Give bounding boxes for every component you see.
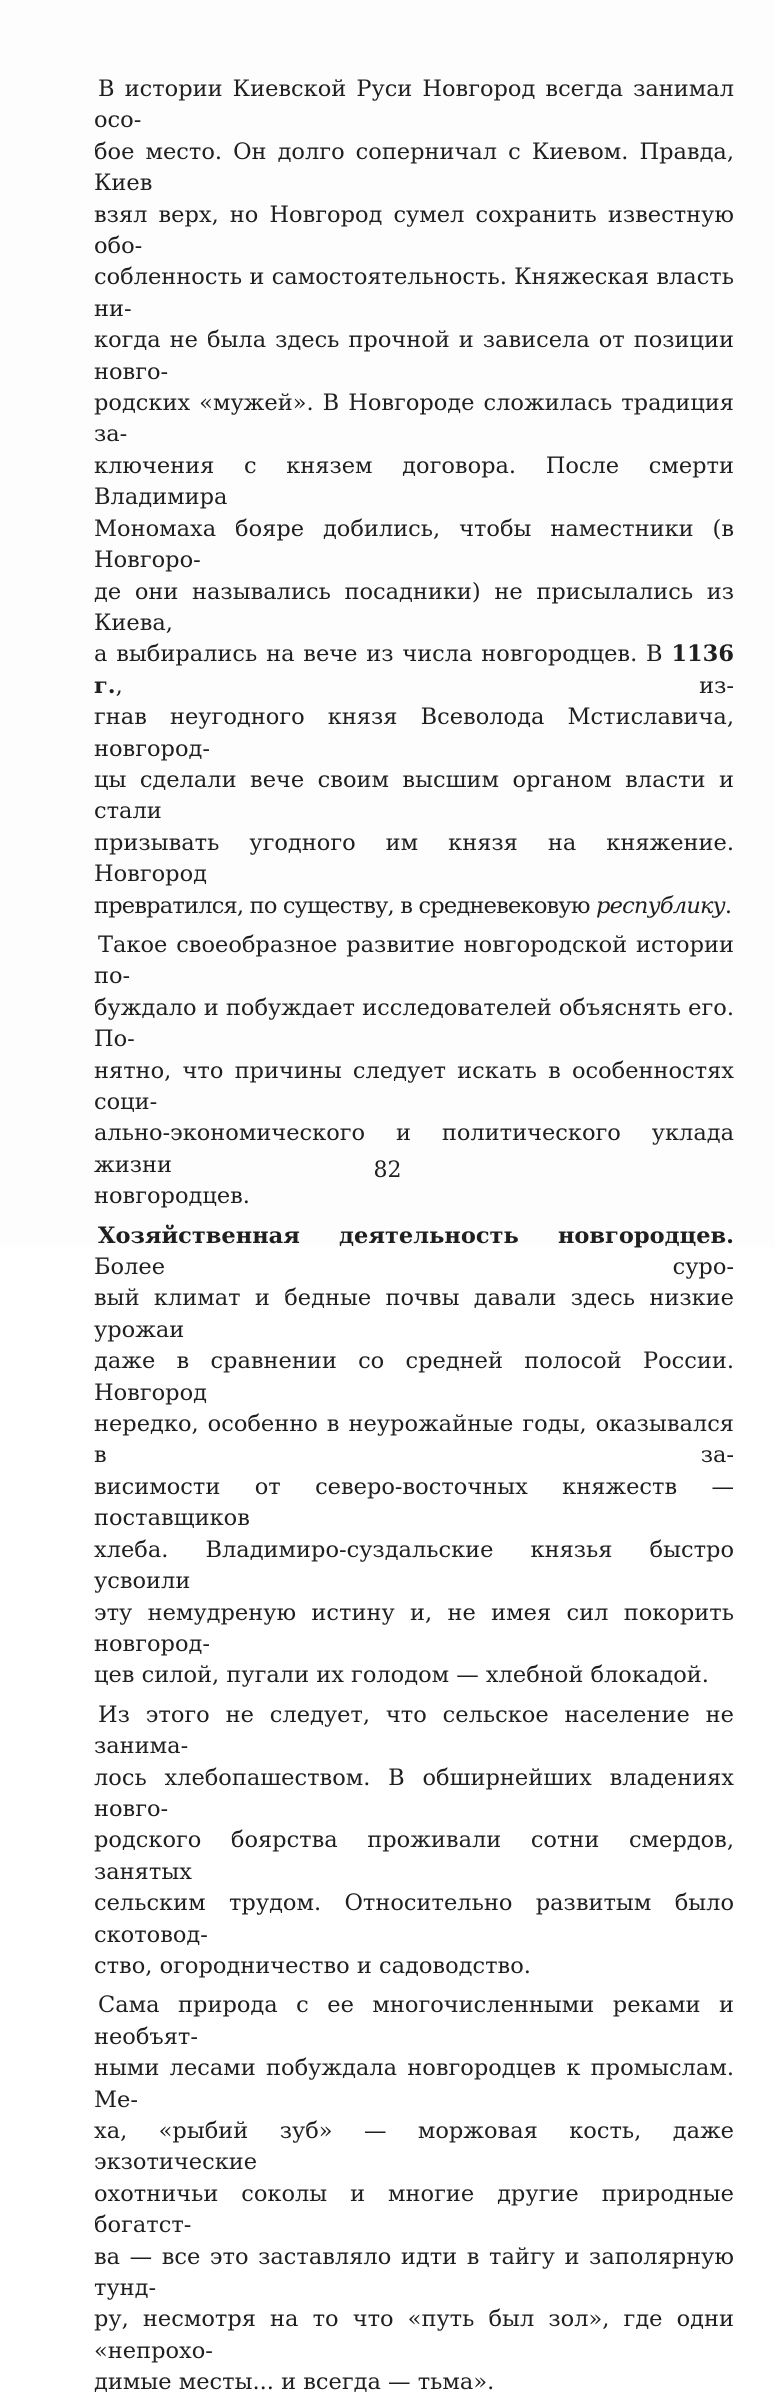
- text-line: ными лесами побуждала новгородцев к промыслам. Ме-: [94, 2055, 734, 2113]
- text-line: взял верх, но Новгород сумел сохранить известную обо-: [94, 201, 734, 260]
- text-line: родского боярства проживали сотни смердов, занятых: [94, 1827, 734, 1885]
- text-line: призывать угодного им князя на княжение. Новгород: [94, 829, 734, 888]
- text-line: сельским трудом. Относительно развитым было скотовод-: [94, 1890, 734, 1948]
- bold-year: 1136 г.: [94, 641, 734, 699]
- text-line: [94, 1221, 734, 1284]
- text-line: цы сделали вече своим высшим органом власти и стали: [94, 766, 734, 825]
- paragraph-agriculture: [94, 1700, 734, 1983]
- text-line: Такое своеобразное развитие новгородской истории по-: [94, 931, 734, 990]
- page-number: 82: [373, 1158, 402, 1183]
- text-line: [94, 891, 734, 922]
- text-line: В истории Киевской Руси Новгород всегда занимал осо-: [94, 76, 734, 134]
- text-fragment: .: [724, 892, 732, 919]
- text-line: собленность и самостоятельность. Княжеская власть ни-: [94, 264, 734, 322]
- text-line: охотничьи соколы и многие другие природные богатст-: [94, 2180, 734, 2239]
- text-line: ва — все это заставляло идти в тайгу и заполярную тунд-: [94, 2243, 734, 2302]
- text-line: бое место. Он долго соперничал с Киевом. Правда, Киев: [94, 138, 734, 197]
- text-line: димые месты... и всегда — тьма».: [94, 2369, 495, 2396]
- text-line: когда не была здесь прочной и зависела от позиции новго-: [94, 327, 734, 385]
- section-heading: Хозяйственная деятельность новгородцев.: [98, 1222, 734, 1249]
- text-fragment: , из-: [115, 672, 734, 699]
- text-line: Сама природа с ее многочисленными реками и необъят-: [94, 1992, 734, 2050]
- text-line: висимости от северо-восточных княжеств — поставщиков: [94, 1473, 734, 1532]
- text-line: вый климат и бедные почвы давали здесь низкие урожаи: [94, 1285, 734, 1343]
- text-fragment: превратился, по существу, в средневековую: [94, 892, 597, 919]
- italic-word: республику: [596, 892, 725, 919]
- text-line: даже в сравнении со средней полосой России. Новгород: [94, 1348, 734, 1406]
- paragraph-crafts: [94, 1990, 734, 2398]
- text-line: нятно, что причины следует искать в особенностях соци-: [94, 1057, 734, 1115]
- text-line: цев силой, пугали их голодом — хлебной блокадой.: [94, 1662, 709, 1689]
- text-line: ключения с князем договора. После смерти Владимира: [94, 452, 734, 511]
- page-text: [94, 74, 734, 2399]
- text-line: новгородцев.: [94, 1183, 250, 1210]
- text-line: ру, несмотря на то что «путь был зол», где одни «непрохо-: [94, 2306, 734, 2364]
- text-line: [94, 639, 734, 702]
- text-line: родских «мужей». В Новгороде сложилась традиция за-: [94, 390, 734, 448]
- text-line: ально-экономического и политического уклада жизни: [94, 1120, 734, 1178]
- paragraph-economy: [94, 1221, 734, 1692]
- paragraph-novgorod-history: [94, 74, 734, 922]
- text-line: буждало и побуждает исследователей объяснять его. По-: [94, 994, 734, 1053]
- text-line: эту немудреную истину и, не имея сил покорить новгород-: [94, 1599, 734, 1657]
- text-line: де они назывались посадники) не присылались из Киева,: [94, 578, 734, 636]
- text-fragment: Более суро-: [94, 1254, 734, 1281]
- text-line: ха, «рыбий зуб» — моржовая кость, даже экзотические: [94, 2118, 734, 2176]
- text-fragment: а выбирались на вече из числа новгородцев. В: [94, 641, 672, 668]
- text-line: лось хлебопашеством. В обширнейших владениях новго-: [94, 1764, 734, 1822]
- text-line: гнав неугодного князя Всеволода Мстиславича, новгород-: [94, 704, 734, 762]
- text-line: ство, огородничество и садоводство.: [94, 1952, 531, 1979]
- text-line: Мономаха бояре добились, чтобы наместники (в Новгоро-: [94, 515, 734, 574]
- text-line: Из этого не следует, что сельское население не занима-: [94, 1701, 734, 1760]
- text-line: хлеба. Владимиро-суздальские князья быстро усвоили: [94, 1536, 734, 1595]
- text-line: нередко, особенно в неурожайные годы, оказывался в за-: [94, 1411, 734, 1469]
